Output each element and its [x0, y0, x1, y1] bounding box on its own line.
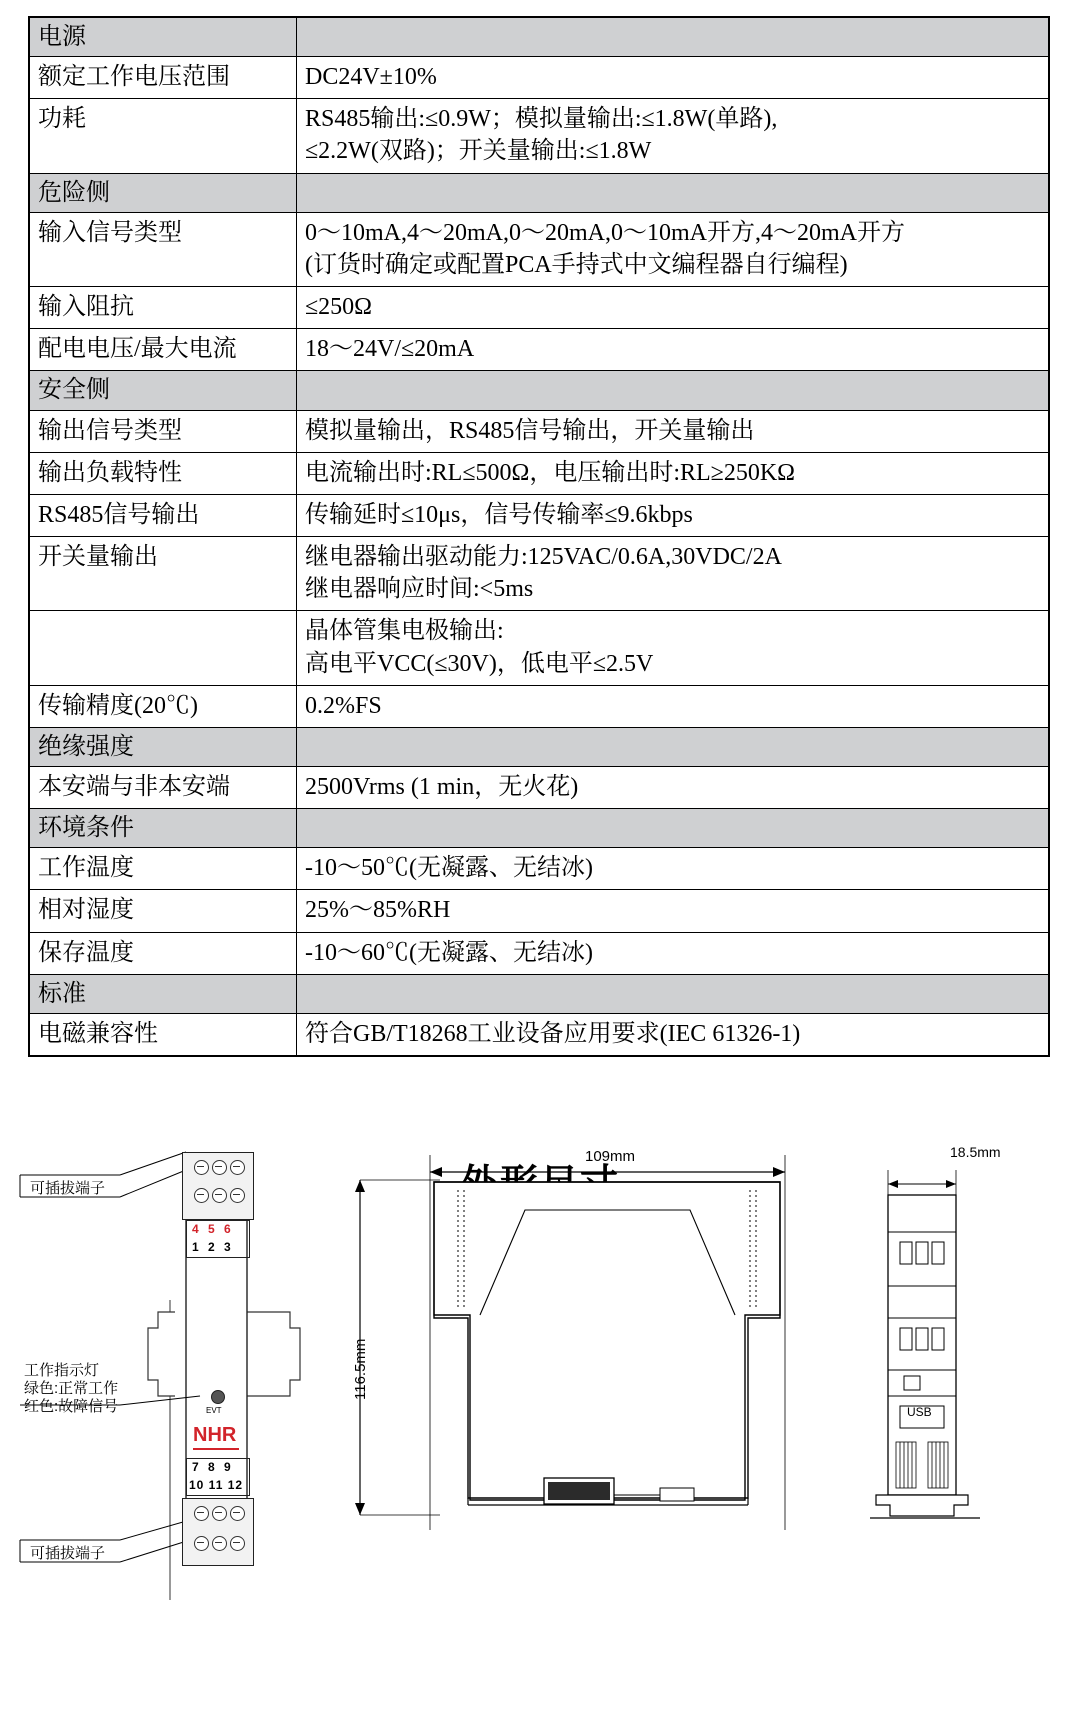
- callout-led-line2: 绿色:正常工作: [24, 1380, 119, 1397]
- row-label: 输入信号类型: [29, 212, 297, 286]
- row-value-line2: (订货时确定或配置PCA手持式中文编程器自行编程): [305, 251, 848, 278]
- terminal-screw-icon: [230, 1536, 245, 1551]
- row-label: 保存温度: [29, 932, 297, 974]
- row-value: 电流输出时:RL≤500Ω，电压输出时:RL≥250KΩ: [297, 452, 1050, 494]
- row-label: 本安端与非本安端: [29, 766, 297, 808]
- row-value: ≤250Ω: [297, 287, 1050, 329]
- row-value: 2500Vrms (1 min，无火花): [297, 766, 1050, 808]
- row-value: [297, 611, 1050, 685]
- terminal-numbers-bottom-row1: 7 8 9: [192, 1460, 234, 1474]
- table-row: [29, 99, 1049, 173]
- row-label: RS485信号输出: [29, 494, 297, 536]
- dimension-drawings: [0, 1144, 1080, 1715]
- table-row: [29, 212, 1049, 286]
- row-value: 0.2%FS: [297, 685, 1050, 727]
- terminal-number-plate-top: [186, 1220, 250, 1258]
- row-value: [297, 974, 1050, 1013]
- row-value-line2: 继电器响应时间:<5ms: [305, 576, 534, 603]
- table-row: [29, 57, 1049, 99]
- row-label: 开关量输出: [29, 537, 297, 611]
- callout-top-terminal: 可插拔端子: [30, 1180, 106, 1197]
- terminal-screw-icon: [230, 1188, 245, 1203]
- depth-dimension-label: 18.5mm: [950, 1144, 1001, 1160]
- row-value-line1: 继电器输出驱动能力:125VAC/0.6A,30VDC/2A: [305, 544, 782, 571]
- row-value: [297, 371, 1050, 410]
- table-row: [29, 685, 1049, 727]
- row-label: 相对湿度: [29, 890, 297, 932]
- row-value: [297, 537, 1050, 611]
- row-value: 25%～85%RH: [297, 890, 1050, 932]
- row-label: 工作温度: [29, 848, 297, 890]
- specification-table: [28, 16, 1050, 1057]
- terminal-numbers-top-row2: 1 2 3: [192, 1240, 234, 1254]
- row-value: [297, 17, 1050, 57]
- row-value-line1: 晶体管集电极输出:: [305, 618, 504, 645]
- table-row: [29, 173, 1049, 212]
- table-row: [29, 766, 1049, 808]
- row-label: 标准: [29, 974, 297, 1013]
- status-led-icon: [211, 1390, 225, 1404]
- row-label: 功耗: [29, 99, 297, 173]
- terminal-numbers-bottom-row2: 10 11 12: [189, 1478, 244, 1492]
- height-dimension-label: 116.5mm: [352, 1338, 369, 1400]
- table-row: [29, 410, 1049, 452]
- width-dimension-label: 109mm: [585, 1148, 636, 1165]
- row-value: 模拟量输出，RS485信号输出，开关量输出: [297, 410, 1050, 452]
- row-value: [297, 173, 1050, 212]
- table-row: [29, 17, 1049, 57]
- row-value: 传输延时≤10μs，信号传输率≤9.6kbps: [297, 494, 1050, 536]
- specification-table-container: [28, 16, 1050, 1057]
- terminal-screw-icon: [212, 1536, 227, 1551]
- terminal-numbers-top-row1: 4 5 6: [192, 1222, 234, 1236]
- row-value: 符合GB/T18268工业设备应用要求(IEC 61326-1): [297, 1013, 1050, 1056]
- terminal-screw-icon: [212, 1188, 227, 1203]
- row-value-line1: RS485输出:≤0.9W；模拟量输出:≤1.8W(单路),: [305, 106, 778, 133]
- brand-underline: [193, 1448, 239, 1450]
- callout-led-line1: 工作指示灯: [24, 1362, 100, 1379]
- row-label: 环境条件: [29, 809, 297, 848]
- terminal-screw-icon: [194, 1188, 209, 1203]
- table-row: [29, 809, 1049, 848]
- table-row: [29, 727, 1049, 766]
- row-value: 18～24V/≤20mA: [297, 329, 1050, 371]
- terminal-screw-icon: [212, 1160, 227, 1175]
- row-value: [297, 727, 1050, 766]
- row-label: 电磁兼容性: [29, 1013, 297, 1056]
- row-value-line1: 0～10mA,4～20mA,0～20mA,0～10mA开方,4～20mA开方: [305, 219, 905, 246]
- terminal-screw-icon: [230, 1506, 245, 1521]
- row-value: -10～50℃(无凝露、无结冰): [297, 848, 1050, 890]
- row-value-line2: ≤2.2W(双路)；开关量输出:≤1.8W: [305, 138, 652, 165]
- terminal-screw-icon: [194, 1160, 209, 1175]
- front-outline-svg: [330, 1200, 850, 1720]
- row-label: 配电电压/最大电流: [29, 329, 297, 371]
- row-label: [29, 611, 297, 685]
- module-view-svg: [0, 1200, 330, 1720]
- table-row: [29, 371, 1049, 410]
- usb-port-label: USB: [907, 1405, 932, 1419]
- table-row: [29, 1013, 1049, 1056]
- table-row: [29, 287, 1049, 329]
- row-value: DC24V±10%: [297, 57, 1050, 99]
- callout-led-line3: 红色:故障信号: [24, 1398, 119, 1415]
- table-row: [29, 974, 1049, 1013]
- row-value-line2: 高电平VCC(≤30V)，低电平≤2.5V: [305, 650, 654, 677]
- row-label: 安全侧: [29, 371, 297, 410]
- row-value: -10～60℃(无凝露、无结冰): [297, 932, 1050, 974]
- side-view-svg: [870, 1200, 1070, 1720]
- specification-table-body: [29, 17, 1049, 1056]
- terminal-screw-icon: [194, 1536, 209, 1551]
- table-row: [29, 848, 1049, 890]
- terminal-screw-icon: [230, 1160, 245, 1175]
- led-label: EVT: [206, 1406, 222, 1415]
- callout-bottom-terminal: 可插拔端子: [30, 1545, 106, 1562]
- row-label: 输出信号类型: [29, 410, 297, 452]
- terminal-screw-icon: [212, 1506, 227, 1521]
- table-row: [29, 890, 1049, 932]
- table-row: [29, 494, 1049, 536]
- table-row: [29, 329, 1049, 371]
- row-value: [297, 99, 1050, 173]
- row-label: 输入阻抗: [29, 287, 297, 329]
- row-label: 绝缘强度: [29, 727, 297, 766]
- row-value: [297, 212, 1050, 286]
- row-value: [297, 809, 1050, 848]
- row-label: 电源: [29, 17, 297, 57]
- table-row: [29, 611, 1049, 685]
- row-label: 传输精度(20℃): [29, 685, 297, 727]
- brand-logo: NHR: [193, 1424, 237, 1446]
- row-label: 危险侧: [29, 173, 297, 212]
- row-label: 额定工作电压范围: [29, 57, 297, 99]
- table-row: [29, 537, 1049, 611]
- table-row: [29, 452, 1049, 494]
- terminal-screw-icon: [194, 1506, 209, 1521]
- table-row: [29, 932, 1049, 974]
- row-label: 输出负载特性: [29, 452, 297, 494]
